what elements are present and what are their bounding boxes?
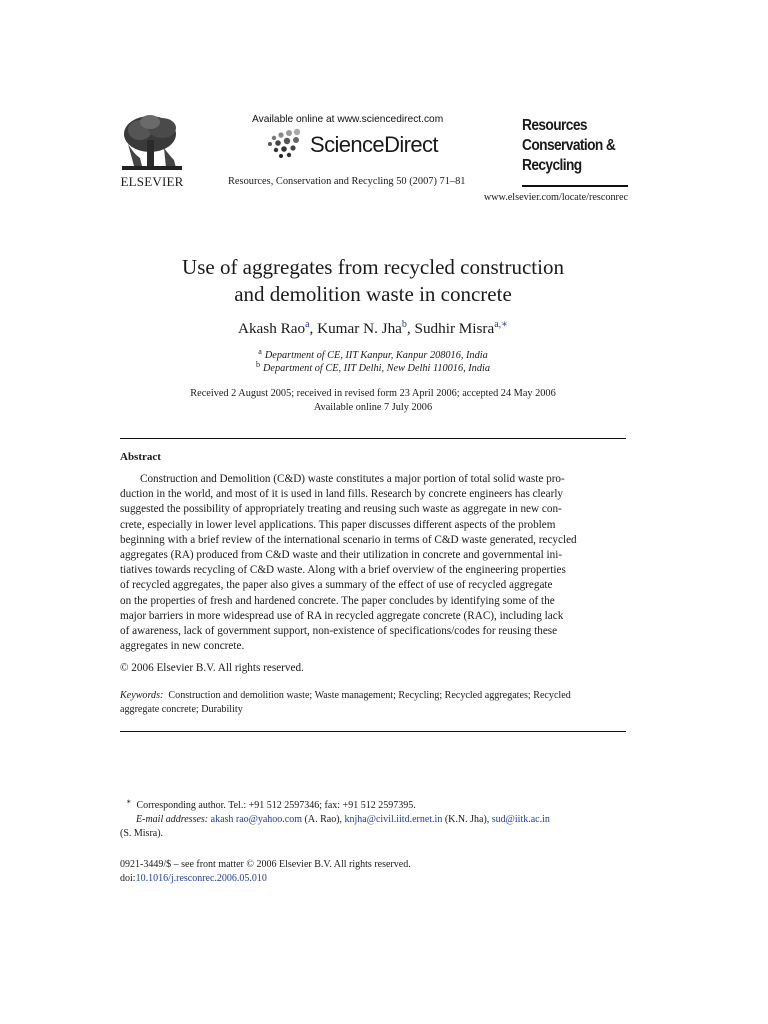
keywords-line-1: Construction and demolition waste; Waste management; Recycling; Recycled aggregates; Recycled bbox=[168, 690, 571, 701]
journal-title-rule bbox=[522, 185, 628, 187]
abstract-line: aggregates (RA) produced from C&D waste and their utilization in concrete and governmental ini- bbox=[120, 549, 563, 562]
journal-title-line-2: Conservation & bbox=[522, 137, 616, 154]
abstract-heading: Abstract bbox=[120, 451, 161, 463]
journal-title-block bbox=[522, 116, 628, 176]
doi-link[interactable]: 10.1016/j.resconrec.2006.05.010 bbox=[135, 873, 267, 884]
abstract-line: suggested the possibility of appropriately treating and reusing such waste as aggregate in new con- bbox=[120, 503, 562, 516]
corresponding-author-note bbox=[120, 796, 416, 813]
article-dates bbox=[80, 387, 666, 415]
received-dates: Received 2 August 2005; received in revised form 23 April 2006; accepted 24 May 2006 bbox=[190, 388, 556, 399]
email-link[interactable]: akash rao@yahoo.com bbox=[210, 814, 303, 825]
affiliation-text: Department of CE, IIT Kanpur, Kanpur 208016, India bbox=[264, 350, 488, 361]
doi-label: doi: bbox=[120, 873, 136, 884]
article-title-line-2: and demolition waste in concrete bbox=[234, 282, 512, 306]
sciencedirect-wordmark: ScienceDirect bbox=[310, 132, 438, 157]
article-title bbox=[80, 254, 666, 308]
author-name: Kumar N. Jha bbox=[317, 320, 402, 337]
keywords-label: Keywords: bbox=[120, 690, 164, 701]
abstract-line: crete, especially in lower level applications. This paper discusses different aspects of the problem bbox=[120, 518, 556, 531]
abstract-line: on the properties of fresh and hardened concrete. The paper concludes by identifying some of the bbox=[120, 594, 555, 607]
affiliation-marker: a bbox=[258, 346, 262, 356]
email-link[interactable]: sud@iitk.ac.in bbox=[491, 814, 550, 825]
available-online-date: Available online 7 July 2006 bbox=[313, 402, 433, 413]
email-label: E-mail addresses: bbox=[136, 814, 209, 825]
author-affiliation-link[interactable]: b bbox=[401, 318, 407, 330]
abstract-line: aggregates in new concrete. bbox=[120, 640, 245, 653]
journal-reference: Resources, Conservation and Recycling 50 (2007) 71–81 bbox=[228, 176, 466, 187]
author-name: Akash Rao bbox=[238, 320, 306, 337]
affiliation-text: Department of CE, IIT Delhi, New Delhi 110016, India bbox=[263, 363, 490, 374]
elsevier-tree-icon bbox=[120, 114, 184, 172]
abstract-line: tiatives towards recycling of C&D waste. Along with a brief overview of the engineering properties bbox=[120, 564, 566, 577]
publisher-name: ELSEVIER bbox=[120, 174, 184, 189]
email-owner: (A. Rao), bbox=[304, 814, 343, 825]
abstract-line: duction in the world, and most of it is used in land fills. Research by concrete engineers has clearly bbox=[120, 488, 564, 501]
elsevier-logo bbox=[118, 114, 186, 189]
corresponding-author-text: Corresponding author. Tel.: +91 512 2597346; fax: +91 512 2597395. bbox=[136, 800, 416, 811]
abstract-line: of awareness, lack of government support, non-existence of specifications/codes for reusing these bbox=[120, 625, 558, 638]
author-affiliation-link[interactable]: a,∗ bbox=[494, 318, 508, 330]
journal-title-line-1: Resources bbox=[522, 117, 587, 134]
sciencedirect-dots-icon bbox=[262, 128, 310, 160]
abstract-line: beginning with a brief review of the international scenario in terms of C&D waste generated, recycled bbox=[120, 533, 577, 546]
author-name: Sudhir Misra bbox=[414, 320, 495, 337]
email-owner: (K.N. Jha), bbox=[444, 814, 490, 825]
journal-url[interactable]: www.elsevier.com/locate/resconrec bbox=[483, 192, 628, 203]
abstract-line: major barriers in more widespread use of RA in recycled aggregate concrete (RAC), including lack bbox=[120, 609, 564, 622]
email-link[interactable]: knjha@civil.iitd.ernet.in bbox=[344, 814, 443, 825]
affiliation bbox=[80, 346, 666, 361]
abstract-line: of recycled aggregates, the paper also gives a summary of the effect of use of recycled aggregate bbox=[120, 579, 553, 592]
abstract-copyright: © 2006 Elsevier B.V. All rights reserved. bbox=[120, 662, 304, 674]
article-title-line-1: Use of aggregates from recycled construction bbox=[182, 255, 564, 279]
email-addresses bbox=[136, 813, 550, 827]
abstract-line: Construction and Demolition (C&D) waste constitutes a major portion of total solid waste pro- bbox=[140, 473, 565, 485]
keywords-line-2: aggregate concrete; Durability bbox=[120, 704, 243, 715]
issn-line: 0921-3449/$ – see front matter © 2006 Elsevier B.V. All rights reserved. bbox=[120, 859, 411, 870]
author-list: Akash Rao$^a$, Kumar N. Jha$^b$, Sudhir Misra$^{a,∗}$ bbox=[238, 318, 508, 337]
keywords bbox=[120, 689, 626, 717]
email-owner-wrap: (S. Misra). bbox=[120, 828, 164, 839]
divider bbox=[120, 438, 626, 439]
footnote-star: ∗ bbox=[126, 796, 132, 806]
divider bbox=[120, 731, 626, 732]
affiliation-marker: b bbox=[256, 359, 260, 369]
affiliation bbox=[80, 359, 666, 374]
doi-line bbox=[120, 872, 267, 886]
journal-title-line-3: Recycling bbox=[522, 157, 582, 174]
sciencedirect-logo bbox=[262, 128, 452, 160]
author-affiliation-link[interactable]: a bbox=[305, 318, 310, 330]
abstract-body bbox=[120, 472, 626, 654]
available-online-text: Available online at www.sciencedirect.com bbox=[252, 114, 444, 125]
